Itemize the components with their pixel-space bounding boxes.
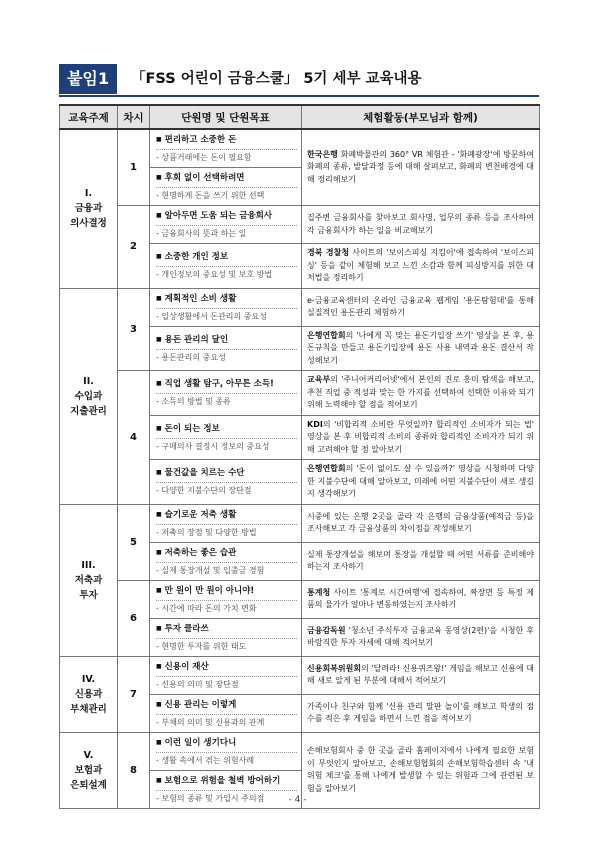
unit-cell: [150, 168, 302, 206]
topic-label: 신용과: [74, 688, 103, 700]
table-body: [60, 129, 540, 808]
unit-name: [156, 622, 297, 636]
unit-name: [156, 466, 297, 480]
activity-text: 집주변 금융회사를 찾아보고 회사명, 업무의 종류 등을 조사하여 각 금융회사가 하는 일을 비교해보기: [307, 213, 534, 235]
activity-cell: [302, 694, 540, 732]
unit-name: [156, 250, 297, 264]
activity-text: 사이트의 '보이스피싱 지킴이'에 접속하여 '보이스피싱' 등을 같이 체험해 보고 느낀 소감과 함께 피싱방지를 위한 대처법을 정리하기: [307, 248, 534, 282]
unit-goal: - 생활 속에서 겪는 위험사례: [156, 752, 297, 767]
unit-name-text: 신용 관리는 이렇게: [164, 699, 237, 710]
topic-label: 금융과: [74, 203, 103, 215]
activity-cell: [302, 618, 540, 656]
document-title: 「FSS 어린이 금융스쿨」 5기 세부 교육내용: [131, 71, 422, 87]
unit-goal: - 다양한 지불수단의 장단점: [156, 482, 297, 497]
unit-name: [156, 209, 297, 223]
topic-cell: [60, 129, 118, 288]
activity-organization: KDI: [307, 419, 323, 429]
square-bullet-icon: ■: [156, 700, 162, 708]
square-bullet-icon: ■: [156, 253, 162, 261]
session-number: 7: [118, 656, 150, 732]
unit-goal: - 현명한 투자를 위한 태도: [156, 638, 297, 653]
table-row: [60, 656, 540, 694]
activity-cell: [302, 542, 540, 580]
column-header-unit: 단원명 및 단원목표: [150, 105, 302, 129]
square-bullet-icon: ■: [156, 548, 162, 556]
unit-name: [156, 774, 297, 788]
activity-cell: [302, 244, 540, 289]
unit-name-text: 물건값을 치르는 수단: [164, 468, 245, 479]
topic-label: 은퇴설계: [70, 779, 107, 791]
unit-goal: - 보험의 종류 및 가입시 주의점: [156, 790, 297, 805]
unit-name-text: 알아두면 도움 되는 금융회사: [164, 211, 273, 221]
table-row: [60, 504, 540, 542]
unit-name: [156, 292, 297, 306]
activity-cell: [302, 206, 540, 244]
activity-organization: 경북 경찰청: [307, 248, 350, 257]
activity-text: e-금융교육센터의 온라인 금융교육 웹게임 '용돈탐험대'를 통해 실질적인 용돈관리 체험하기: [307, 295, 534, 317]
unit-name-text: 보험으로 위험을 철벽 방어하기: [164, 775, 281, 786]
unit-cell: [150, 656, 302, 694]
topic-number: IV.: [81, 673, 96, 685]
activity-organization: 한국은행: [307, 149, 338, 159]
table-row: [60, 129, 540, 168]
topic-label: 투자: [79, 589, 98, 601]
unit-goal: - 신용의 의미 및 장단점: [156, 676, 297, 691]
activity-organization: 신용회복위원회: [307, 663, 362, 673]
unit-name: [156, 133, 297, 147]
activity-text: '청소년 주식투자 금융교육 동영상(2편)'을 시청한 후 바람직한 투자 자세에 대해 적어보기: [307, 625, 534, 647]
activity-text: 의 '달려라! 신용퀴즈왕!' 게임을 해보고 신용에 대해 새로 알게 된 부분에 대해서 적어보기: [307, 663, 535, 685]
unit-name-text: 후회 없이 선택하려면: [164, 173, 245, 183]
activity-text: 의 '돈이 없이도 살 수 있을까?' 영상을 시청하며 다양한 지불수단에 대해 알아보고, 미래에 어떤 지불수단이 새로 생길지 생각해보기: [307, 464, 534, 498]
unit-name: [156, 584, 297, 598]
unit-name-text: 저축하는 좋은 습관: [164, 547, 237, 558]
unit-goal: - 실제 통장개설 및 입출금 경험: [156, 562, 297, 577]
unit-name: [156, 660, 297, 674]
square-bullet-icon: ■: [156, 586, 162, 594]
topic-label: 지출관리: [70, 405, 107, 417]
unit-name-text: 투자 클라쓰: [164, 623, 209, 634]
square-bullet-icon: ■: [156, 738, 162, 746]
session-number: 2: [118, 206, 150, 289]
activity-text: 사이트 '통계로 시간여행'에 접속하여, 짜장면 등 특정 제품의 물가가 얼마나 변동하였는지 조사하기: [307, 587, 534, 609]
unit-cell: [150, 244, 302, 289]
table-row: [60, 732, 540, 770]
unit-name-text: 용돈 관리의 달인: [164, 334, 229, 345]
unit-cell: [150, 206, 302, 244]
unit-goal: - 구매의사 결정시 정보의 중요성: [156, 438, 297, 453]
topic-label: 수입과: [74, 390, 103, 402]
square-bullet-icon: ■: [156, 136, 162, 143]
activity-cell: [302, 326, 540, 371]
unit-cell: [150, 415, 302, 460]
unit-name: [156, 698, 297, 712]
activity-cell: [302, 288, 540, 326]
square-bullet-icon: ■: [156, 174, 162, 181]
table-row: [60, 288, 540, 326]
topic-label: 부채관리: [70, 703, 107, 715]
unit-name-text: 신용이 재산: [164, 661, 209, 672]
square-bullet-icon: ■: [156, 469, 162, 477]
page-number: - 4 -: [288, 795, 307, 805]
column-header-activity: 체험활동(부모님과 함께): [302, 105, 540, 129]
session-number: 5: [118, 504, 150, 580]
activity-cell: [302, 371, 540, 416]
square-bullet-icon: ■: [156, 212, 162, 219]
topic-label: 의사결정: [70, 218, 107, 230]
activity-organization: 교육부: [307, 375, 331, 384]
unit-goal: - 용돈관리의 중요성: [156, 349, 297, 364]
activity-text: 시중에 있는 은행 2곳을 골라 각 은행의 금융상품(예적금 등)을 조사해보고 각 금융상품의 차이점을 작성해보기: [307, 511, 534, 533]
table-header-row: [60, 105, 540, 129]
unit-cell: [150, 542, 302, 580]
title-underline: [59, 95, 539, 97]
unit-cell: [150, 129, 302, 168]
unit-goal: - 현명하게 돈을 쓰기 위한 선택: [156, 187, 297, 202]
topic-label: 보험과: [74, 764, 103, 776]
unit-cell: [150, 288, 302, 326]
square-bullet-icon: ■: [156, 624, 162, 632]
square-bullet-icon: ■: [156, 776, 162, 784]
unit-cell: [150, 694, 302, 732]
unit-name-text: 이런 일이 생기다니: [164, 737, 237, 748]
activity-text: 의 '나에게 꼭 맞는 용돈기입장 쓰기' 영상을 본 후, 용돈규칙을 만들고 용돈기입장에 용돈 사용 내역과 용돈 결산서 작성해보기: [307, 330, 534, 365]
activity-text: 의 '비합리적 소비란 무엇일까? 합리적인 소비자가 되는 법' 영상을 본 후 비합리적 소비의 종류와 합리적인 소비자가 되기 위해 고려해야 할 점 알아보기: [307, 419, 534, 454]
square-bullet-icon: ■: [156, 424, 162, 432]
activity-cell: [302, 580, 540, 618]
unit-name: [156, 546, 297, 560]
unit-cell: [150, 326, 302, 371]
unit-goal: - 시간에 따라 돈의 가치 변화: [156, 600, 297, 615]
activity-cell: [302, 415, 540, 460]
activity-text: 의 '주니어커리어넷'에서 본인의 진로 흥미 탐색을 해보고, 추천 직업 중 적성과 맞는 한 가지를 선택하여 선택한 이유와 되기 위해 노력해야 할 점을 적어보기: [307, 375, 534, 409]
unit-name-text: 직업 생활 탐구, 아무튼 소득!: [164, 379, 274, 390]
unit-goal: - 일상생활에서 돈관리의 중요성: [156, 308, 297, 323]
square-bullet-icon: ■: [156, 510, 162, 518]
topic-number: I.: [84, 188, 93, 200]
unit-goal: - 상품거래에는 돈이 필요함: [156, 149, 297, 164]
unit-name-text: 슬기로운 저축 생활: [164, 509, 237, 520]
topic-label: 저축과: [74, 574, 103, 586]
activity-text: 가족이나 친구와 함께 '신용 관리 말판 놀이'를 해보고 학생의 점수를 적은 후 게임을 하면서 느낀 점을 적어보기: [307, 701, 534, 723]
topic-cell: [60, 504, 118, 656]
attachment-badge: 붙임1: [59, 64, 117, 94]
activity-text: 실제 통장개설을 해보며 통장을 개설할 때 어떤 서류를 준비해야 하는지 조사하기: [307, 549, 534, 571]
unit-name: [156, 333, 297, 347]
unit-cell: [150, 371, 302, 416]
unit-name: [156, 508, 297, 522]
unit-goal: - 금융회사의 뜻과 하는 일: [156, 225, 297, 240]
unit-name-text: 계획적인 소비 생활: [164, 293, 237, 304]
unit-name-text: 만 원이 만 원이 아니야!: [164, 585, 255, 596]
activity-text: 손해보험회사 중 한 곳을 골라 홈페이지에서 나에게 필요한 보험이 무엇인지 알아보고, 손해보험협회의 손해보험학습센터 속 '내 위험 체크'를 통해 나에게 발생할 수 있는 위험과 그에 관련된 보험을 알아보기: [307, 746, 534, 793]
unit-cell: [150, 732, 302, 770]
activity-cell: [302, 460, 540, 505]
activity-cell: [302, 656, 540, 694]
unit-name: [156, 171, 297, 185]
column-header-session: 차시: [118, 105, 150, 129]
square-bullet-icon: ■: [156, 380, 162, 388]
unit-cell: [150, 460, 302, 505]
session-number: 8: [118, 732, 150, 808]
curriculum-table: [59, 104, 540, 809]
activity-organization: 은행연합회: [307, 464, 346, 473]
activity-text: 화폐박물관의 360° VR 체험관 - '화폐광장'에 방문하여 화폐의 종류, 발달과정 등에 대해 살펴보고, 화폐의 변천배경에 대해 정리해보기: [307, 149, 534, 184]
topic-number: III.: [81, 559, 96, 571]
topic-cell: [60, 656, 118, 732]
unit-goal: - 소득의 방법 및 종류: [156, 393, 297, 408]
activity-organization: 금융감독원: [307, 625, 346, 635]
table-row: [60, 371, 540, 416]
activity-organization: 은행연합회: [307, 330, 346, 340]
topic-number: II.: [83, 375, 94, 387]
session-number: 6: [118, 580, 150, 656]
unit-goal: - 저축의 장점 및 다양한 방법: [156, 524, 297, 539]
unit-goal: - 부채의 의미 및 신용과의 관계: [156, 714, 297, 729]
title-row: [59, 64, 539, 96]
activity-cell: [302, 504, 540, 542]
topic-number: V.: [83, 749, 94, 761]
activity-organization: 통계청: [307, 587, 331, 597]
session-number: 4: [118, 371, 150, 505]
unit-name-text: 돈이 되는 정보: [164, 423, 220, 434]
session-number: 1: [118, 129, 150, 206]
activity-cell: [302, 129, 540, 206]
unit-cell: [150, 618, 302, 656]
unit-name: [156, 422, 297, 436]
table-row: [60, 206, 540, 244]
square-bullet-icon: ■: [156, 335, 162, 343]
unit-cell: [150, 580, 302, 618]
session-number: 3: [118, 288, 150, 371]
square-bullet-icon: ■: [156, 662, 162, 670]
unit-name-text: 편리하고 소중한 돈: [164, 135, 237, 145]
column-header-topic: 교육주제: [60, 105, 118, 129]
topic-cell: [60, 288, 118, 504]
unit-cell: [150, 504, 302, 542]
unit-name: [156, 736, 297, 750]
unit-goal: - 개인정보의 중요성 및 보호 방법: [156, 266, 297, 281]
unit-name: [156, 377, 297, 391]
table-row: [60, 580, 540, 618]
unit-name-text: 소중한 개인 정보: [164, 252, 229, 263]
square-bullet-icon: ■: [156, 294, 162, 302]
